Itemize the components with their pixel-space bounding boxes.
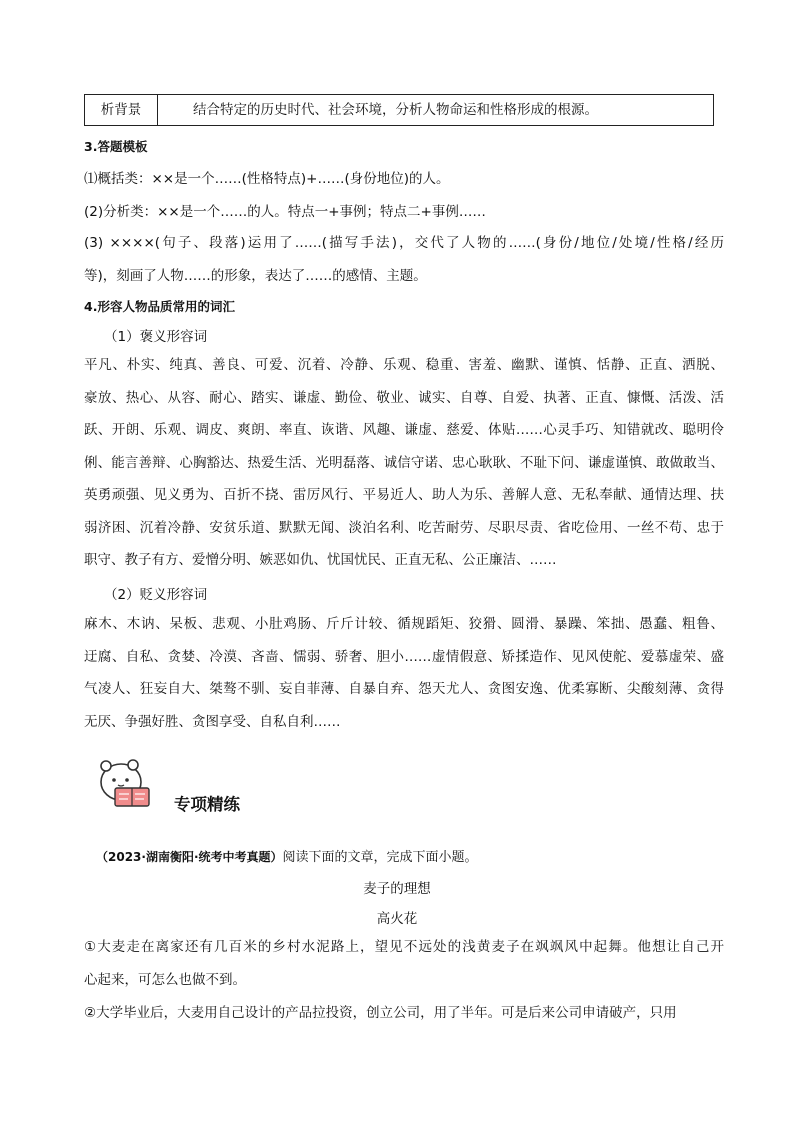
negative-line: 无厌、争强好胜、贪图享受、自私自利…… — [84, 713, 341, 730]
bear-reading-mascot-icon — [97, 756, 159, 808]
negative-line: 麻木、木讷、呆板、悲观、小肚鸡肠、斤斤计较、循规蹈矩、狡猾、圆滑、暴躁、笨拙、愚蠢、粗鲁、 — [84, 616, 724, 632]
paragraph-line: ①大麦走在离家还有几百米的乡村水泥路上，望见不远处的浅黄麦子在飒飒风中起舞。他想让自己开 — [84, 939, 724, 955]
negative-line: 迂腐、自私、贪婪、冷漠、吝啬、懦弱、骄奢、胆小……虚情假意、矫揉造作、见风使舵、爱慕虚荣、盛 — [84, 648, 724, 665]
positive-adjectives-list — [84, 349, 724, 577]
template-item-3-line1: (3) ××××(句子、段落)运用了……(描写手法)，交代了人物的……(身份/地位/处境/性格/经历 — [84, 235, 724, 251]
table-label-cell: 析背景 — [85, 95, 158, 125]
section-4-heading: 4.形容人物品质常用的词汇 — [84, 299, 235, 314]
template-item-1: ⑴概括类：××是一个……(性格特点)+……(身份地位)的人。 — [84, 171, 450, 187]
section-3-heading: 3.答题模板 — [84, 139, 148, 154]
negative-adjectives-heading: （2）贬义形容词 — [104, 587, 208, 603]
question-instruction: 阅读下面的文章，完成下面小题。 — [282, 850, 478, 865]
positive-line: 豪放、热心、从容、耐心、踏实、谦虚、勤俭、敬业、诚实、自尊、自爱、执著、正直、慷慨、活泼、活 — [84, 389, 724, 406]
template-item-3-line2: 等)，刻画了人物……的形象，表达了……的感情、主题。 — [84, 267, 427, 284]
article-paragraph-2 — [84, 997, 724, 1030]
paragraph-line: ②大学毕业后，大麦用自己设计的产品拉投资，创立公司，用了半年。可是后来公司申请破产，只用 — [84, 1005, 677, 1021]
positive-line: 俐、能言善辩、心胸豁达、热爱生活、光明磊落、诚信守诺、忠心耿耿、不耻下问、谦虚谨慎、敢做敢当、 — [84, 454, 724, 471]
positive-adjectives-heading: （1）褒义形容词 — [104, 329, 208, 345]
question-source-tag: （2023·湖南衡阳·统考中考真题） — [96, 850, 283, 864]
positive-line: 职守、教子有方、爱憎分明、嫉恶如仇、忧国忧民、正直无私、公正廉洁、…… — [84, 552, 557, 568]
paragraph-line: 心起来，可怎么也做不到。 — [84, 971, 246, 988]
positive-line: 弱济困、沉着冷静、安贫乐道、默默无闻、淡泊名利、吃苦耐劳、尽职尽责、省吃俭用、一丝不苟、忠于 — [84, 519, 724, 536]
article-title: 麦子的理想 — [363, 881, 431, 897]
article-paragraph-1 — [84, 931, 724, 996]
positive-line: 跃、开朗、乐观、调皮、爽朗、率直、诙谐、风趣、谦虚、慈爱、体贴……心灵手巧、知错就改、聪明伶 — [84, 422, 724, 438]
article-author: 高火花 — [376, 911, 418, 927]
table-content-cell: 结合特定的历史时代、社会环境，分析人物命运和性格形成的根源。 — [193, 102, 598, 118]
negative-line: 气凌人、狂妄自大、桀骜不驯、妄自菲薄、自暴自弃、怨天尤人、贪图安逸、优柔寡断、尖酸刻薄、贪得 — [84, 681, 724, 697]
analysis-table-row — [84, 94, 714, 126]
positive-line: 英勇顽强、见义勇为、百折不挠、雷厉风行、平易近人、助人为乐、善解人意、无私奉献、通情达理、扶 — [84, 487, 724, 503]
question-source — [96, 846, 478, 865]
practice-section-title: 专项精练 — [174, 795, 240, 814]
template-item-2: (2)分析类：××是一个……的人。特点一+事例；特点二+事例…… — [84, 204, 486, 220]
template-item-3 — [84, 227, 724, 292]
negative-adjectives-list — [84, 608, 724, 738]
positive-line: 平凡、朴实、纯真、善良、可爱、沉着、冷静、乐观、稳重、害羞、幽默、谨慎、恬静、正直、洒脱、 — [84, 357, 724, 373]
